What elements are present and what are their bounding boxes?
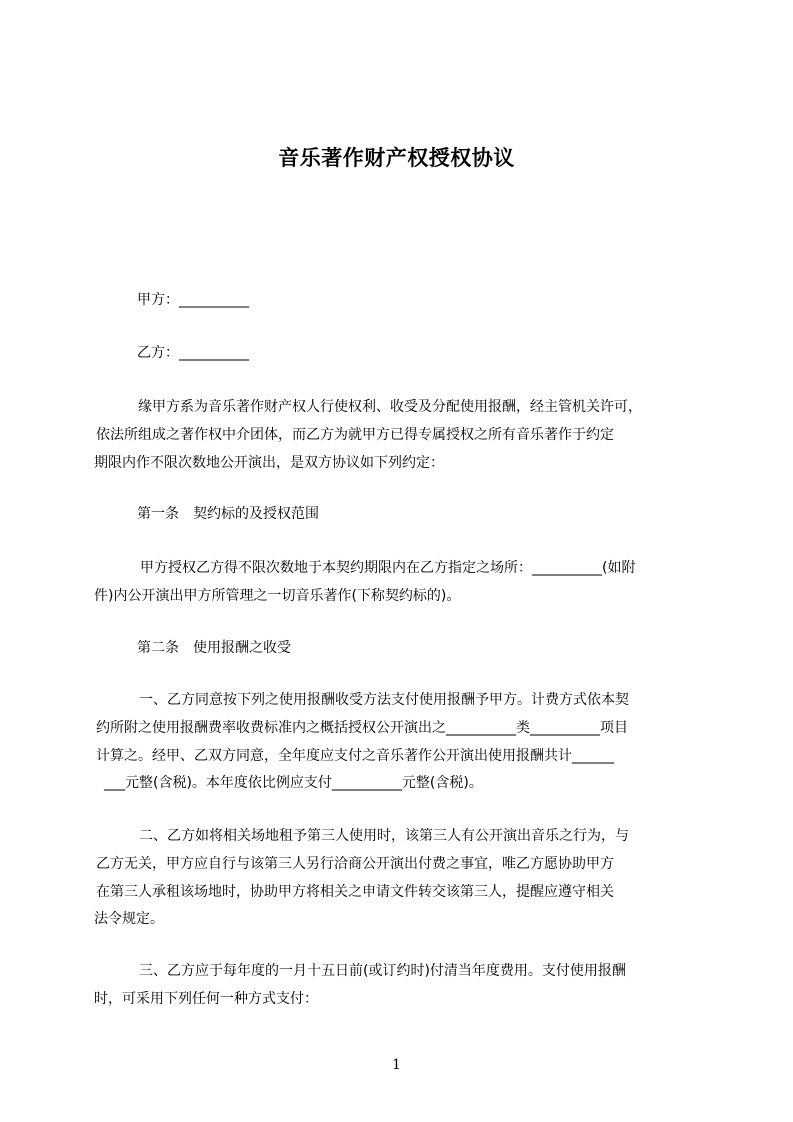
clause-2-line-3: 在第三人承租该场地时，协助甲方将相关之申请文件转交该第三人，提醒应遵守相关 xyxy=(96,884,614,900)
clause-2-line-1: 二、乙方如将相关场地租予第三人使用时，该第三人有公开演出音乐之行为，与 xyxy=(139,828,629,844)
clause-2-line-2: 乙方无关，甲方应自行与该第三人另行洽商公开演出付费之事宜，唯乙方愿协助甲方 xyxy=(96,856,614,872)
clause-1-line-2: 约所附之使用报酬费率收费标准内之概括授权公开演出之__________类__________项目 xyxy=(96,720,628,736)
clause-1-line-3: 计算之。经甲、乙双方同意，全年度应支付之音乐著作公开演出使用报酬共计______ xyxy=(96,748,614,764)
article-1-line-1: 甲方授权乙方得不限次数地于本契约期限内在乙方指定之场所：__________(如附 xyxy=(140,560,636,576)
article-2-heading: 第二条 使用报酬之收受 xyxy=(137,640,291,656)
article-1-line-2: 件)内公开演出甲方所管理之一切音乐著作(下称契约标的)。 xyxy=(94,588,461,604)
intro-line-1: 缘甲方系为音乐著作财产权人行使权利、收受及分配使用报酬，经主管机关许可， xyxy=(138,399,642,415)
party-b-line: 乙方：__________ xyxy=(137,345,249,361)
document-title: 音乐著作财产权授权协议 xyxy=(278,146,515,170)
intro-line-3: 期限内作不限次数地公开演出，是双方协议如下列约定： xyxy=(94,455,444,471)
page-number: 1 xyxy=(392,1057,401,1073)
clause-1-line-4: ___元整(含税)。本年度依比例应支付__________元整(含税)。 xyxy=(104,775,483,791)
article-1-heading: 第一条 契约标的及授权范围 xyxy=(137,506,319,522)
party-a-line: 甲方：__________ xyxy=(137,292,249,308)
clause-3-line-2: 时，可采用下列任何一种方式支付： xyxy=(94,991,318,1007)
clause-2-line-4: 法令规定。 xyxy=(94,911,164,927)
clause-3-line-1: 三、乙方应于每年度的一月十五日前(或订约时)付清当年度费用。支付使用报酬 xyxy=(139,963,626,979)
intro-line-2: 依法所组成之著作权中介团体，而乙方为就甲方已得专属授权之所有音乐著作于约定 xyxy=(96,427,614,443)
clause-1-line-1: 一、乙方同意按下列之使用报酬收受方法支付使用报酬予甲方。计费方式依本契 xyxy=(139,692,629,708)
